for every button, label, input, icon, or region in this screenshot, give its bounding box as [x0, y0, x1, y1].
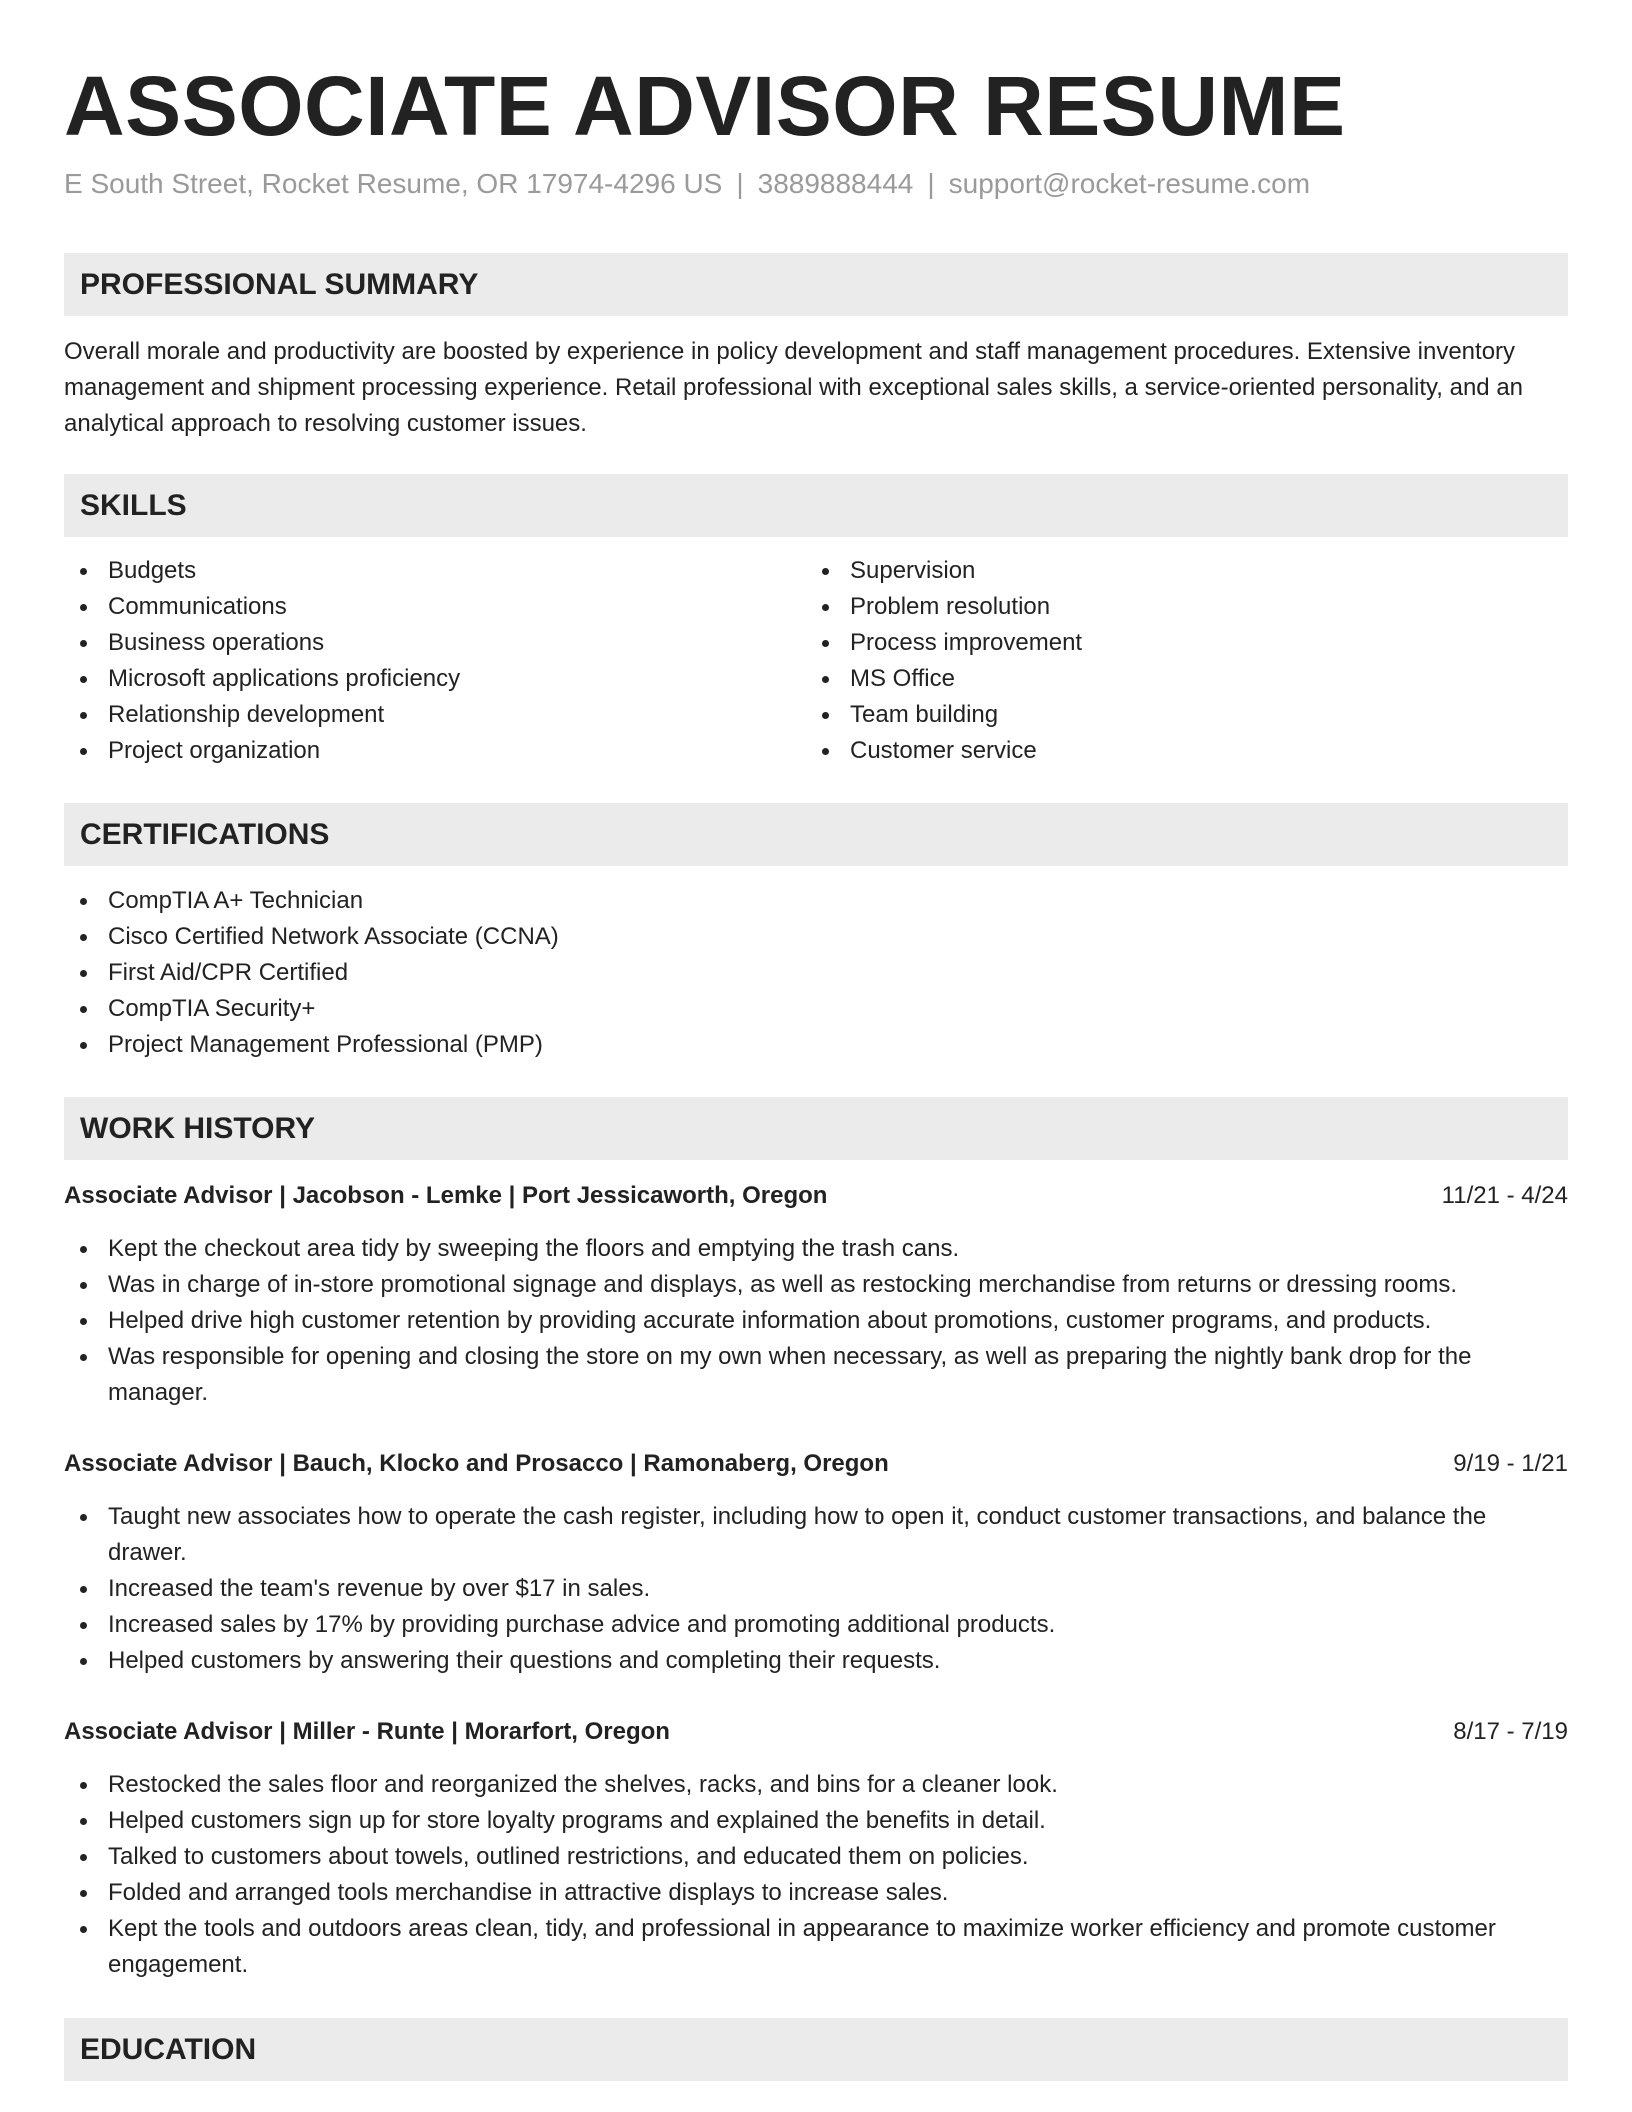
section-heading: SKILLS: [80, 489, 187, 522]
job-bullet: Increased the team's revenue by over $17 in sales.: [64, 1571, 1568, 1607]
skill-item: Team building: [806, 697, 1506, 733]
skills-list-right: [806, 553, 1506, 769]
job-bullet: Folded and arranged tools merchandise in attractive displays to increase sales.: [64, 1875, 1568, 1911]
skill-item: Budgets: [64, 553, 764, 589]
job-bullet: Was responsible for opening and closing the store on my own when necessary, as well as preparing the nightly bank drop for the manager.: [64, 1339, 1568, 1411]
certification-item: CompTIA Security+: [64, 991, 1568, 1027]
work-section-header: [64, 1097, 1568, 1160]
resume-title: ASSOCIATE ADVISOR RESUME: [64, 59, 1346, 153]
contact-line: [64, 166, 1310, 202]
skill-item: Process improvement: [806, 625, 1506, 661]
section-heading: WORK HISTORY: [80, 1112, 316, 1145]
job-dates: 9/19 - 1/21: [1453, 1450, 1568, 1477]
skills-section-header: [64, 474, 1568, 537]
job-bullets: [64, 1231, 1568, 1411]
job-bullet: Taught new associates how to operate the cash register, including how to open it, conduct customer transactions, and balance the drawer.: [64, 1499, 1568, 1571]
skill-item: Communications: [64, 589, 764, 625]
job-header: [64, 1446, 1568, 1482]
contact-address: E South Street, Rocket Resume, OR 17974-4296 US: [64, 168, 723, 199]
education-section-header: [64, 2018, 1568, 2081]
job-title: Associate Advisor | Jacobson - Lemke | Port Jessicaworth, Oregon: [64, 1182, 828, 1209]
job-title: Associate Advisor | Miller - Runte | Morarfort, Oregon: [64, 1718, 670, 1745]
contact-separator: |: [736, 168, 744, 199]
contact-phone: 3889888444: [757, 168, 914, 199]
skill-item: Supervision: [806, 553, 1506, 589]
job-header: [64, 1714, 1568, 1750]
summary-text: Overall morale and productivity are boosted by experience in policy development and staff management procedures. Extensive inventory management and shipment processing experience. Retail professional with exceptional sales skills, a service-oriented personality, and an analytical approach to resolving customer issues.: [64, 338, 1524, 437]
certifications-list: [64, 883, 1568, 1063]
job-bullet: Kept the tools and outdoors areas clean, tidy, and professional in appearance to maximize worker efficiency and promote customer engagement.: [64, 1911, 1568, 1983]
job-bullet: Helped drive high customer retention by providing accurate information about promotions, customer programs, and products.: [64, 1303, 1568, 1339]
certification-item: Cisco Certified Network Associate (CCNA): [64, 919, 1568, 955]
certification-item: Project Management Professional (PMP): [64, 1027, 1568, 1063]
certifications-section-header: [64, 803, 1568, 866]
job-bullet: Helped customers sign up for store loyalty programs and explained the benefits in detail.: [64, 1803, 1568, 1839]
skills-list-left: [64, 553, 764, 769]
skill-item: Microsoft applications proficiency: [64, 661, 764, 697]
job-title: Associate Advisor | Bauch, Klocko and Prosacco | Ramonaberg, Oregon: [64, 1450, 889, 1477]
job-bullet: Restocked the sales floor and reorganized the shelves, racks, and bins for a cleaner look.: [64, 1767, 1568, 1803]
job-dates: 8/17 - 7/19: [1453, 1718, 1568, 1745]
job-bullets: [64, 1767, 1568, 1983]
job-bullet: Was in charge of in-store promotional signage and displays, as well as restocking merchandise from returns or dressing rooms.: [64, 1267, 1568, 1303]
contact-separator: |: [927, 168, 935, 199]
job-bullet: Kept the checkout area tidy by sweeping the floors and emptying the trash cans.: [64, 1231, 1568, 1267]
section-heading: PROFESSIONAL SUMMARY: [80, 268, 479, 301]
certification-item: First Aid/CPR Certified: [64, 955, 1568, 991]
job-bullet: Increased sales by 17% by providing purchase advice and promoting additional products.: [64, 1607, 1568, 1643]
skill-item: MS Office: [806, 661, 1506, 697]
job-header: [64, 1178, 1568, 1214]
contact-email: support@rocket-resume.com: [948, 168, 1311, 199]
skill-item: Project organization: [64, 733, 764, 769]
certification-item: CompTIA A+ Technician: [64, 883, 1568, 919]
job-dates: 11/21 - 4/24: [1441, 1182, 1568, 1209]
skill-item: Problem resolution: [806, 589, 1506, 625]
section-heading: CERTIFICATIONS: [80, 818, 330, 851]
skill-item: Customer service: [806, 733, 1506, 769]
job-bullet: Talked to customers about towels, outlined restrictions, and educated them on policies.: [64, 1839, 1568, 1875]
job-bullets: [64, 1499, 1568, 1679]
summary-section-header: [64, 253, 1568, 316]
section-heading: EDUCATION: [80, 2033, 257, 2066]
skill-item: Business operations: [64, 625, 764, 661]
skill-item: Relationship development: [64, 697, 764, 733]
job-bullet: Helped customers by answering their questions and completing their requests.: [64, 1643, 1568, 1679]
